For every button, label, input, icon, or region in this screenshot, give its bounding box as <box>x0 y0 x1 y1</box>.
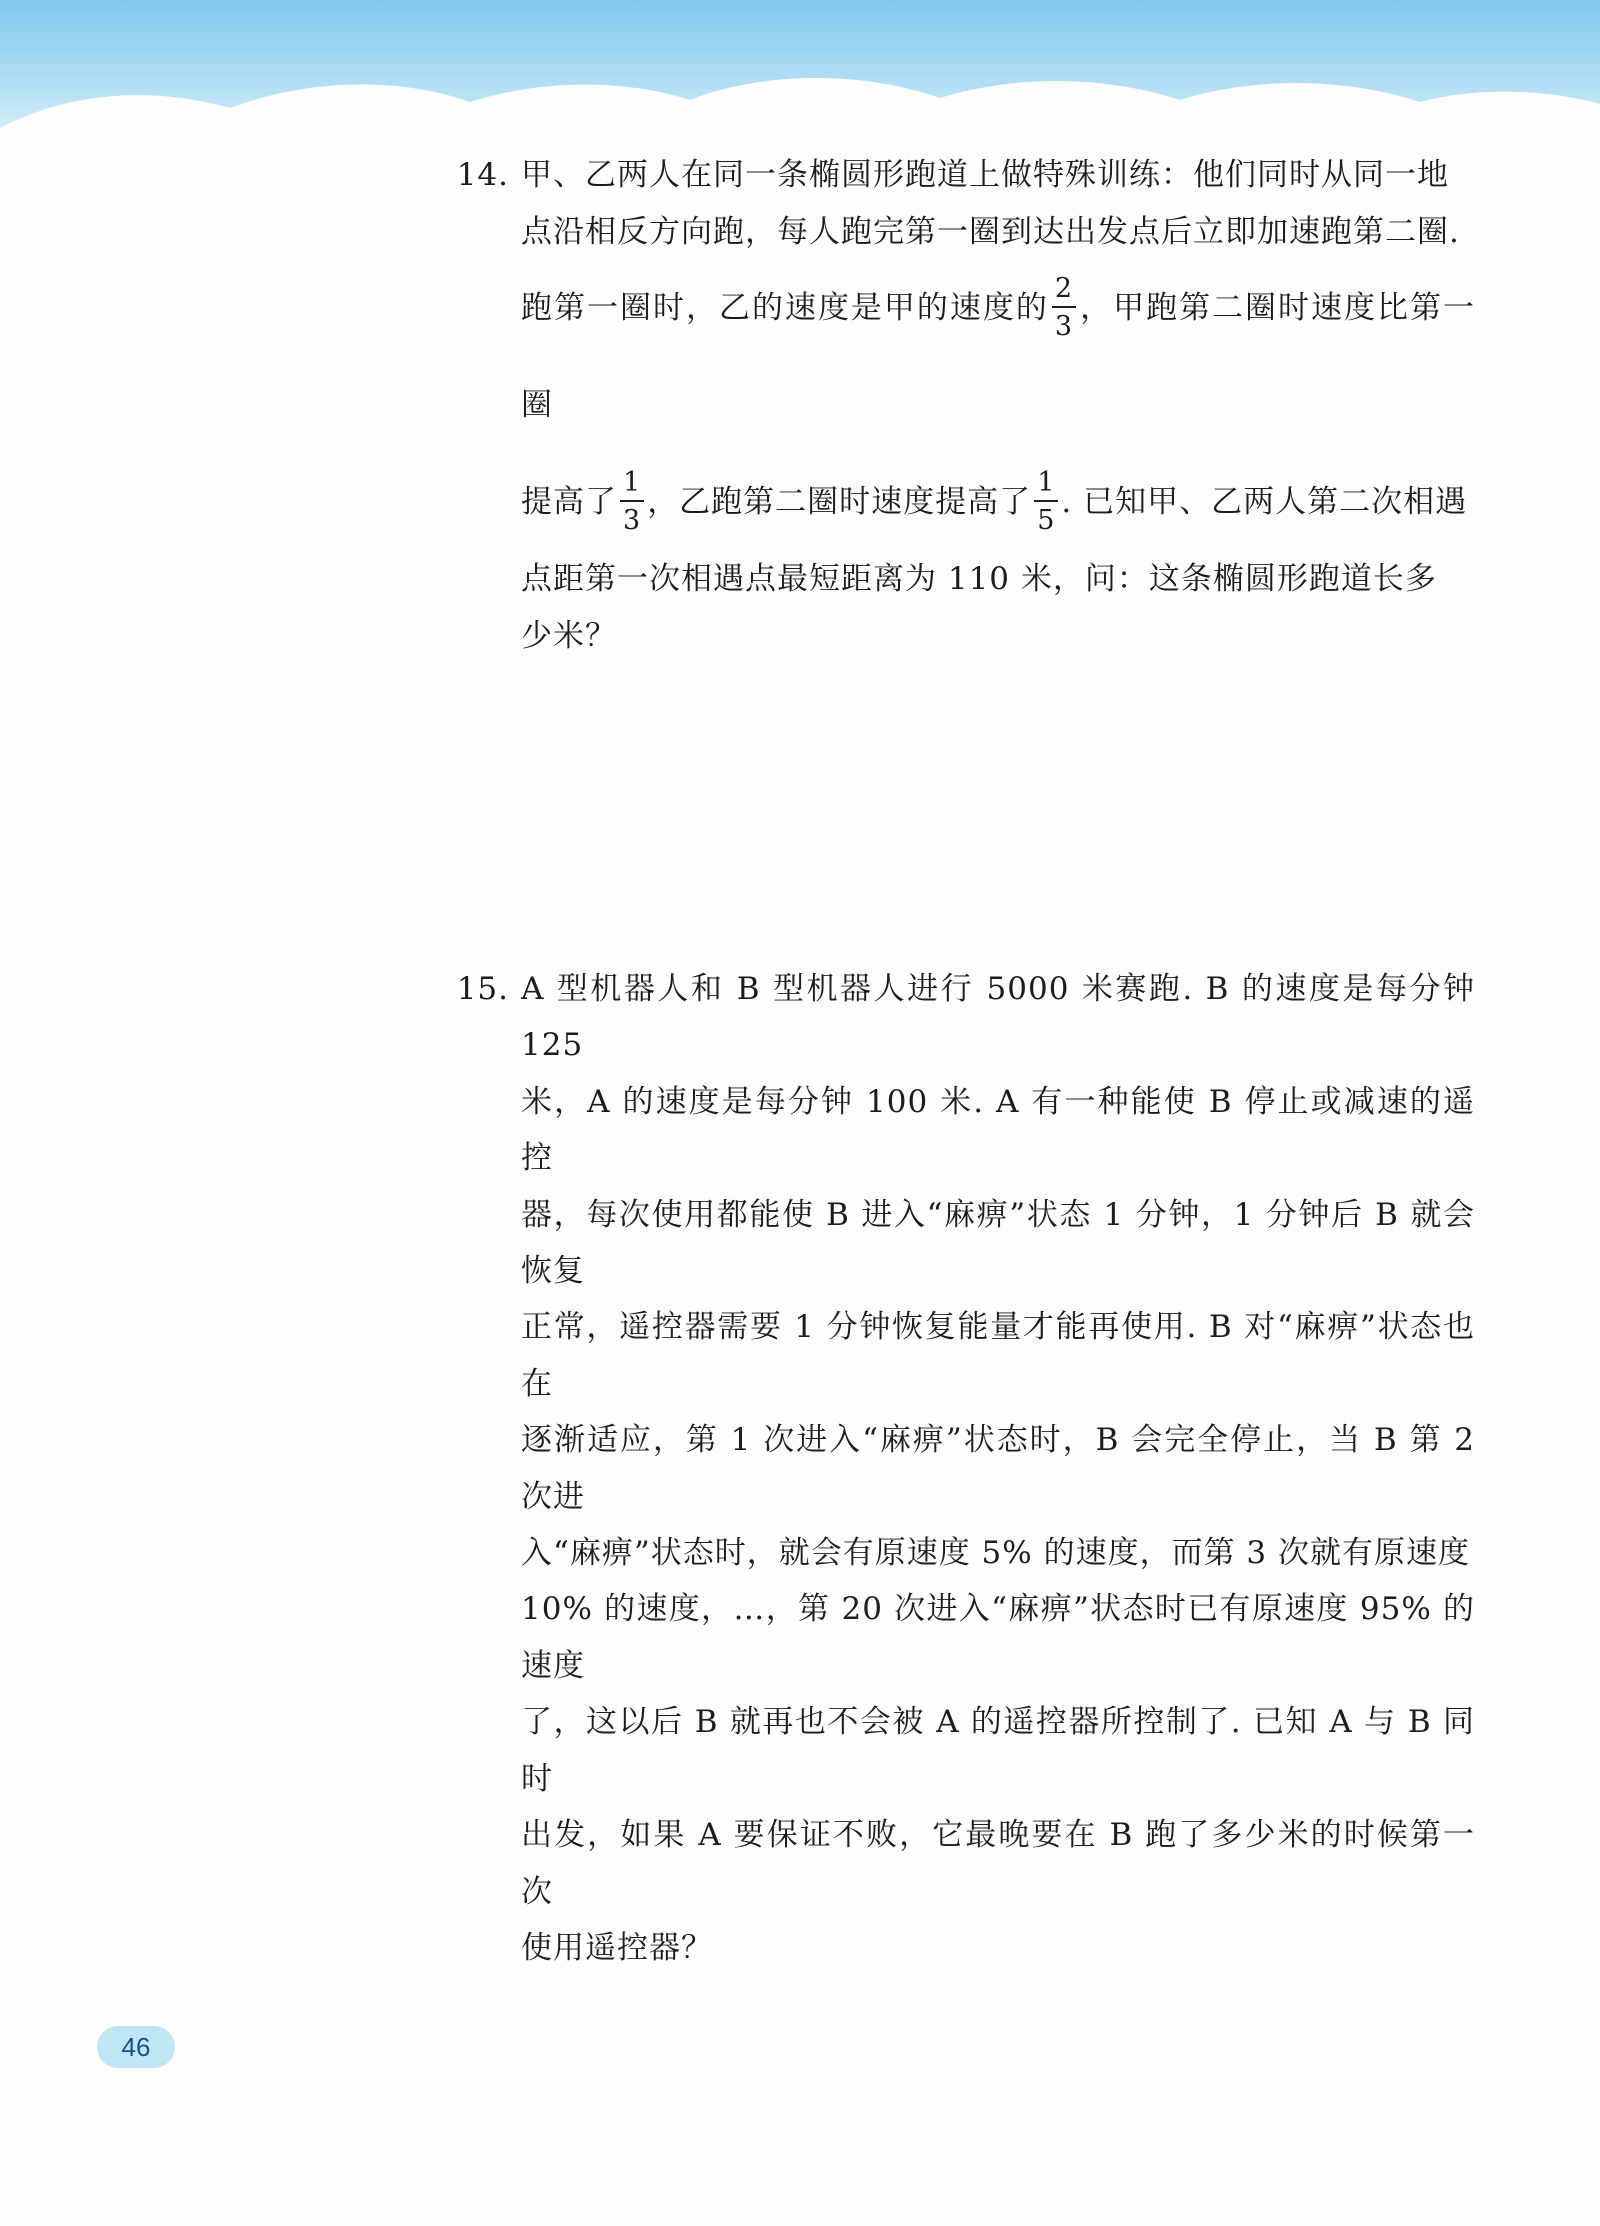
text-line: A 型机器人和 B 型机器人进行 5000 米赛跑. B 的速度是每分钟 125 <box>521 971 1475 1064</box>
text-line: 米，A 的速度是每分钟 100 米. A 有一种能使 B 停止或减速的遥控 <box>521 1083 1475 1177</box>
sky-cloud-banner <box>0 0 1600 150</box>
problem-15 <box>455 961 1475 1976</box>
text-line: 正常，遥控器需要 1 分钟恢复能量才能再使用. B 对“麻痹”状态也在 <box>521 1309 1475 1402</box>
text-line: 点距第一次相遇点最短距离为 110 米，问：这条椭圆形跑道长多 <box>521 561 1437 597</box>
text-line: 点沿相反方向跑，每人跑完第一圈到达出发点后立即加速跑第二圈. <box>521 213 1460 250</box>
text-line: 10% 的速度，…，第 20 次进入“麻痹”状态时已有原速度 95% 的速度 <box>521 1591 1475 1684</box>
fraction-numerator: 2 <box>1052 275 1076 308</box>
fraction-denominator: 3 <box>623 505 642 536</box>
fraction-denominator: 3 <box>1054 311 1074 342</box>
text-segment: 提高了 <box>521 484 617 520</box>
text-segment: ，甲跑第二圈时速度比第一圈 <box>521 290 1476 423</box>
text-segment: . 已知甲、乙两人第二次相遇 <box>1061 484 1468 520</box>
fraction <box>1052 275 1076 340</box>
text-line: 了，这以后 B 就再也不会被 A 的遥控器所控制了. 已知 A 与 B 同时 <box>521 1704 1475 1797</box>
fraction <box>620 469 644 534</box>
fraction-denominator: 5 <box>1037 505 1056 536</box>
text-line: 器，每次使用都能使 B 进入“麻痹”状态 1 分钟，1 分钟后 B 就会恢复 <box>521 1196 1475 1290</box>
fraction-numerator: 1 <box>1034 469 1058 502</box>
text-line: 出发，如果 A 要保证不败，它最晚要在 B 跑了多少米的时候第一次 <box>521 1817 1475 1910</box>
fraction <box>1034 469 1058 534</box>
problem-text <box>521 961 1475 1976</box>
text-line: 使用遥控器？ <box>521 1929 713 1966</box>
problem-text <box>521 147 1475 664</box>
page-number: 46 <box>97 2026 175 2068</box>
text-segment: 跑第一圈时，乙的速度是甲的速度的 <box>521 290 1049 326</box>
problem-number: 15. <box>456 971 509 1007</box>
text-line: 少米？ <box>521 617 617 654</box>
text-line: 逐渐适应，第 1 次进入“麻痹”状态时，B 会完全停止，当 B 第 2 次进 <box>521 1422 1475 1515</box>
text-line: 甲、乙两人在同一条椭圆形跑道上做特殊训练：他们同时从同一地 <box>521 157 1449 193</box>
problem-number: 14. <box>456 157 509 193</box>
fraction-numerator: 1 <box>620 469 644 502</box>
problem-14 <box>455 147 1475 664</box>
text-segment: ，乙跑第二圈时速度提高了 <box>647 484 1032 520</box>
text-line: 入“麻痹”状态时，就会有原速度 5% 的速度，而第 3 次就有原速度 <box>521 1535 1471 1572</box>
